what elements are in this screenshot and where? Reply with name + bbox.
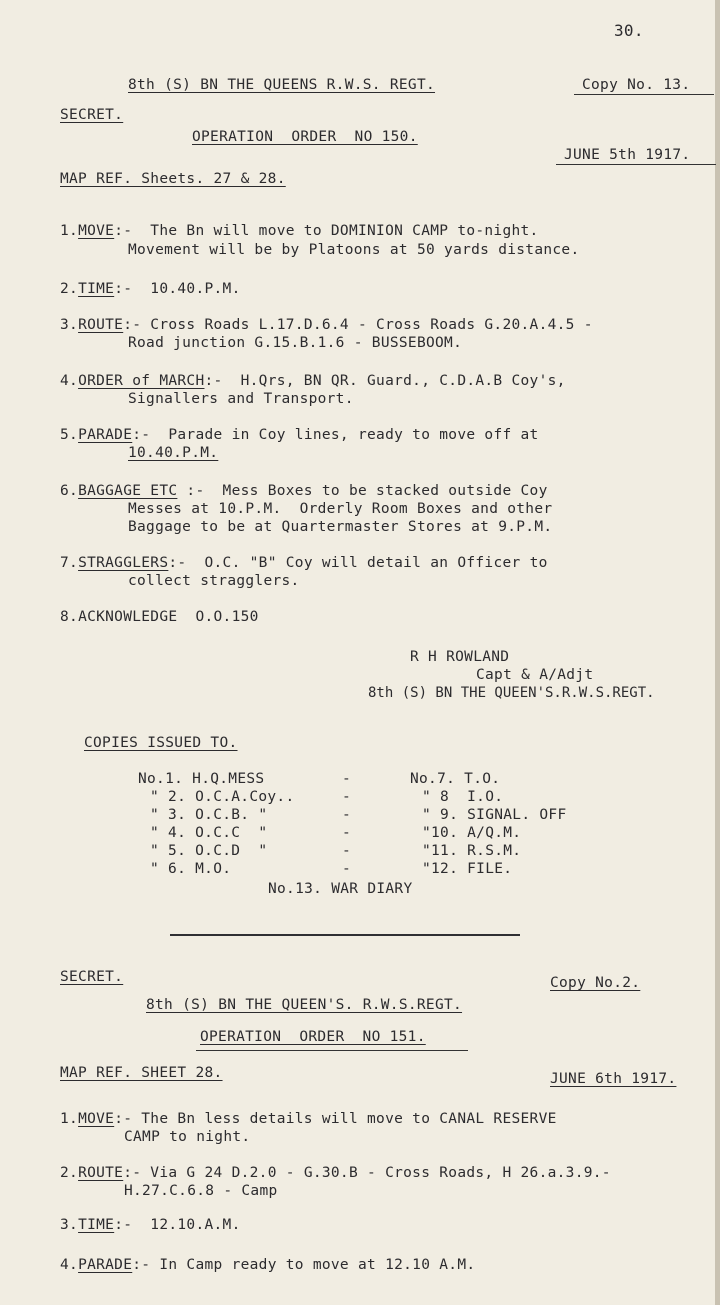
order-item: 4.ORDER of MARCH:- H.Qrs, BN QR. Guard., C.D.A.B Coy's, bbox=[60, 373, 566, 389]
section-divider bbox=[170, 934, 520, 936]
order-item-cont: 10.40.P.M. bbox=[128, 445, 219, 461]
secret-label-2: SECRET. bbox=[60, 969, 124, 985]
signature-name: R H ROWLAND bbox=[410, 649, 510, 665]
order-item-cont: CAMP to night. bbox=[124, 1129, 251, 1145]
page-edge-shadow bbox=[715, 0, 720, 1305]
copies-last: No.13. WAR DIARY bbox=[268, 881, 413, 897]
copies-left-item: " 4. O.C.C " bbox=[150, 825, 268, 841]
copies-dash: - bbox=[342, 789, 352, 805]
copy-number-2: Copy No.2. bbox=[550, 975, 641, 991]
order-item-cont: collect stragglers. bbox=[128, 573, 300, 589]
copies-heading: COPIES ISSUED TO. bbox=[84, 735, 238, 751]
order-item: 3.TIME:- 12.10.A.M. bbox=[60, 1217, 241, 1233]
order-title-2: OPERATION ORDER NO 151. bbox=[200, 1029, 426, 1045]
copy-number: Copy No. 13. bbox=[582, 77, 691, 93]
order-item: 1.MOVE:- The Bn less details will move to CANAL RESERVE bbox=[60, 1111, 557, 1127]
date-underline bbox=[556, 164, 716, 165]
copies-dash: - bbox=[342, 771, 352, 787]
unit-heading: 8th (S) BN THE QUEENS R.W.S. REGT. bbox=[128, 77, 436, 93]
page-number: 30. bbox=[614, 21, 644, 40]
copies-dash: - bbox=[342, 861, 352, 877]
order-item: 4.PARADE:- In Camp ready to move at 12.10 A.M. bbox=[60, 1257, 476, 1273]
signature-unit: 8th (S) BN THE QUEEN'S.R.W.S.REGT. bbox=[368, 685, 655, 701]
order-item: 2.TIME:- 10.40.P.M. bbox=[60, 281, 241, 297]
copies-right-item: "11. R.S.M. bbox=[422, 843, 522, 859]
order-item: 6.BAGGAGE ETC :- Mess Boxes to be stacked outside Coy bbox=[60, 483, 548, 499]
order-date-2: JUNE 6th 1917. bbox=[550, 1071, 677, 1087]
copies-left-item: No.1. H.Q.MESS bbox=[138, 771, 265, 787]
order-item-cont: H.27.C.6.8 - Camp bbox=[124, 1183, 278, 1199]
order-item: 5.PARADE:- Parade in Coy lines, ready to move off at bbox=[60, 427, 539, 443]
order-item: 3.ROUTE:- Cross Roads L.17.D.6.4 - Cross Roads G.20.A.4.5 - bbox=[60, 317, 593, 333]
copies-dash: - bbox=[342, 807, 352, 823]
order-item: 7.STRAGGLERS:- O.C. "B" Coy will detail an Officer to bbox=[60, 555, 548, 571]
order-date: JUNE 5th 1917. bbox=[564, 147, 691, 163]
copies-left-item: " 3. O.C.B. " bbox=[150, 807, 268, 823]
map-reference-2: MAP REF. SHEET 28. bbox=[60, 1065, 223, 1081]
map-reference: MAP REF. Sheets. 27 & 28. bbox=[60, 171, 286, 187]
copies-left-item: " 5. O.C.D " bbox=[150, 843, 268, 859]
order-title: OPERATION ORDER NO 150. bbox=[192, 129, 418, 145]
copies-left-item: " 6. M.O. bbox=[150, 861, 232, 877]
order-item-cont: Road junction G.15.B.1.6 - BUSSEBOOM. bbox=[128, 335, 463, 351]
order-item: 2.ROUTE:- Via G 24 D.2.0 - G.30.B - Cross Roads, H 26.a.3.9.- bbox=[60, 1165, 611, 1181]
title-underline-2 bbox=[196, 1050, 468, 1051]
secret-label: SECRET. bbox=[60, 107, 124, 123]
order-item-cont: Baggage to be at Quartermaster Stores at 9.P.M. bbox=[128, 519, 553, 535]
order-item-cont: Movement will be by Platoons at 50 yards distance. bbox=[128, 242, 580, 258]
copies-left-item: " 2. O.C.A.Coy.. bbox=[150, 789, 295, 805]
copies-right-item: "12. FILE. bbox=[422, 861, 513, 877]
order-item: 1.MOVE:- The Bn will move to DOMINION CAMP to-night. bbox=[60, 223, 539, 239]
copy-underline bbox=[574, 94, 714, 95]
order-item-cont: Messes at 10.P.M. Orderly Room Boxes and other bbox=[128, 501, 553, 517]
unit-heading-2: 8th (S) BN THE QUEEN'S. R.W.S.REGT. bbox=[146, 997, 463, 1013]
copies-right-item: "10. A/Q.M. bbox=[422, 825, 522, 841]
order-item: 8.ACKNOWLEDGE O.O.150 bbox=[60, 609, 259, 625]
copies-dash: - bbox=[342, 825, 352, 841]
copies-dash: - bbox=[342, 843, 352, 859]
signature-rank: Capt & A/Adjt bbox=[476, 667, 594, 683]
copies-right-item: " 8 I.O. bbox=[422, 789, 504, 805]
copies-right-item: " 9. SIGNAL. OFF bbox=[422, 807, 567, 823]
order-item-cont: Signallers and Transport. bbox=[128, 391, 354, 407]
copies-right-item: No.7. T.O. bbox=[410, 771, 501, 787]
